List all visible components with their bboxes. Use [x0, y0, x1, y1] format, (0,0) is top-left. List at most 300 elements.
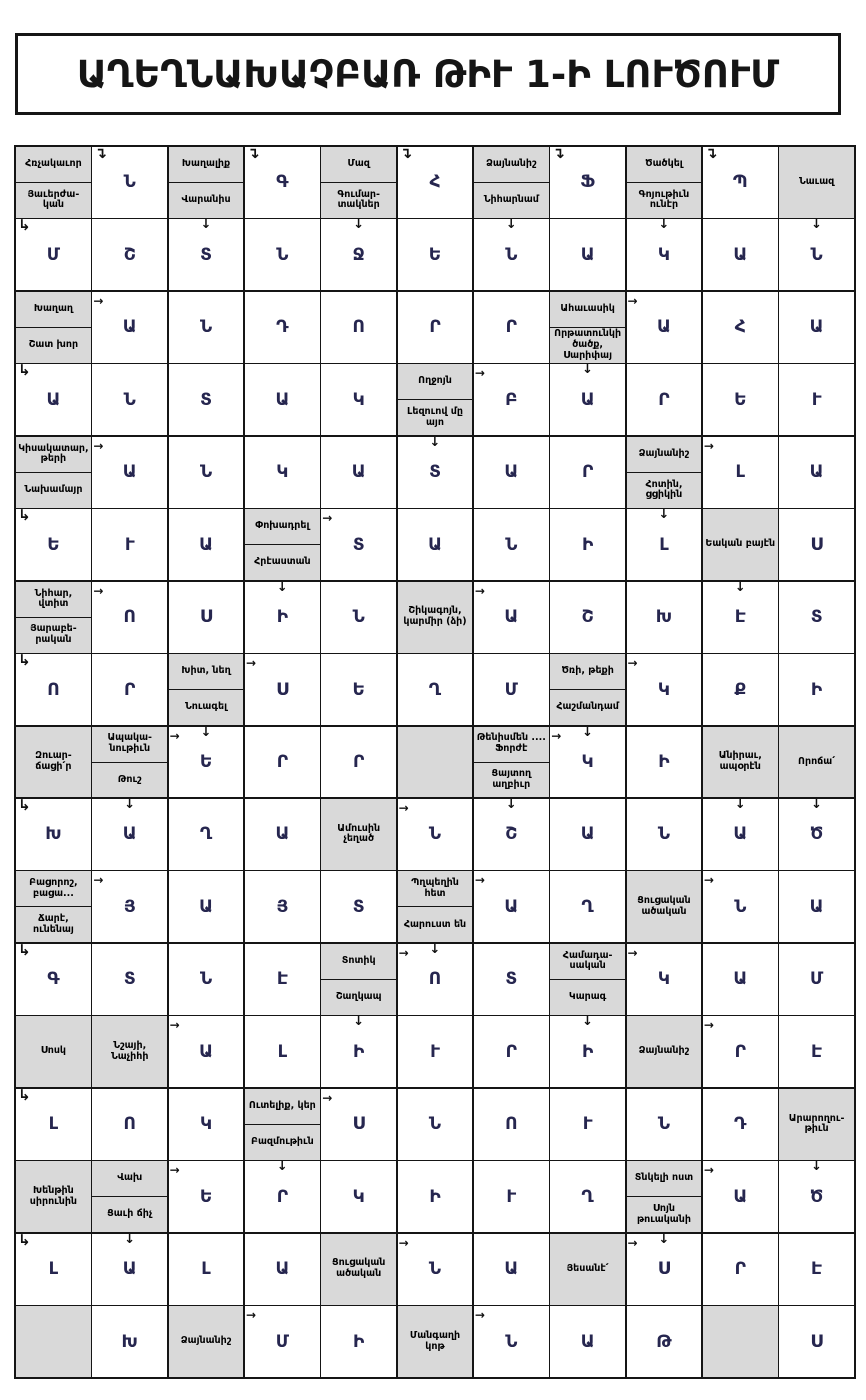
letter-cell-r13c6 — [398, 1016, 473, 1087]
solution-letter: Ա — [122, 1259, 137, 1280]
solution-letter: Բ — [505, 389, 518, 410]
letter-cell-r12c9 — [627, 944, 702, 1015]
letter-cell-r12c2 — [92, 944, 167, 1015]
clue-text: Ցուցական ածական — [637, 895, 691, 917]
letter-cell-r10c8 — [550, 799, 625, 870]
letter-cell-r5c10 — [703, 437, 778, 508]
clue-text: Յաւերժա-կան — [27, 188, 80, 211]
solution-letter: Ա — [122, 824, 137, 845]
solution-letter: Ն — [428, 824, 442, 845]
arrow-rt-icon: → — [398, 800, 409, 815]
clue-text: Բացորոշ, բացա... — [16, 871, 91, 907]
letter-cell-r15c11 — [779, 1161, 854, 1232]
solution-letter: Է — [811, 1041, 823, 1062]
letter-cell-r15c3 — [169, 1161, 244, 1232]
clue-text: Խաղաղ — [16, 292, 91, 328]
clue-cell-r1c7 — [474, 147, 549, 218]
clue-text: Նուագել — [184, 701, 228, 713]
clue-text: Ձայնանիշ — [180, 1335, 232, 1347]
arrow-rt-icon: → — [322, 511, 333, 526]
solution-letter: Տ — [123, 969, 136, 990]
arrow-dn-icon: ↓ — [200, 219, 212, 233]
arrow-rt-icon: → — [627, 656, 638, 671]
letter-cell-r1c4 — [245, 147, 320, 218]
letter-cell-r5c11 — [779, 437, 854, 508]
letter-cell-r11c5 — [321, 871, 396, 942]
solution-letter: Յ — [276, 896, 289, 917]
letter-cell-r7c7 — [474, 582, 549, 653]
arrow-rt-icon: → — [703, 873, 714, 888]
clue-cell-r9c11 — [779, 727, 854, 798]
clue-text: Համադա-սական — [550, 944, 625, 980]
solution-letter: Շ — [581, 607, 594, 628]
letter-cell-r14c6 — [398, 1089, 473, 1160]
solution-letter: Ր — [429, 317, 441, 338]
solution-letter: Ւ — [582, 1114, 593, 1135]
solution-letter: Խ — [655, 607, 673, 628]
clue-text: Թուշ — [117, 773, 142, 785]
solution-letter: Ք — [734, 679, 747, 700]
letter-cell-r14c7 — [474, 1089, 549, 1160]
letter-cell-r14c10 — [703, 1089, 778, 1160]
letter-cell-r16c10 — [703, 1234, 778, 1305]
letter-cell-r7c8 — [550, 582, 625, 653]
solution-letter: Ա — [809, 317, 824, 338]
arrow-rt-icon: → — [322, 1090, 333, 1105]
clue-text: Հոտին, ցցիկին — [645, 478, 683, 501]
letter-cell-r16c9 — [627, 1234, 702, 1305]
solution-letter: Ա — [199, 534, 213, 555]
letter-cell-r10c2 — [92, 799, 167, 870]
solution-letter: Ա — [504, 607, 519, 628]
solution-letter: Ա — [580, 1331, 595, 1352]
solution-letter: Ա — [504, 1259, 519, 1280]
letter-cell-r13c10 — [703, 1016, 778, 1087]
clue-text: Ցայտող աղբիւր — [491, 768, 532, 790]
arrow-el-icon: ↳ — [18, 1233, 31, 1249]
solution-letter: Ր — [505, 1041, 517, 1062]
letter-cell-r16c7 — [474, 1234, 549, 1305]
solution-letter: Ա — [733, 244, 748, 265]
clue-cell-r9c2 — [92, 727, 167, 798]
solution-letter: Ա — [733, 824, 748, 845]
clue-cell-r10c5 — [321, 799, 396, 870]
solution-letter: Ո — [505, 1114, 518, 1135]
solution-letter: Ւ — [506, 1186, 517, 1207]
letter-cell-r13c5 — [321, 1016, 396, 1087]
clue-text: Կարագ — [568, 990, 607, 1002]
solution-letter: Ն — [505, 1331, 518, 1352]
solution-letter: Ա — [504, 462, 519, 483]
clue-cell-r17c3 — [169, 1306, 244, 1377]
solution-letter: Ս — [810, 1331, 823, 1352]
solution-letter: Տ — [200, 389, 212, 410]
letter-cell-r2c7 — [474, 219, 549, 290]
letter-cell-r11c4 — [245, 871, 320, 942]
letter-cell-r13c11 — [779, 1016, 854, 1087]
letter-cell-r6c1 — [16, 509, 91, 580]
letter-cell-r5c4 — [245, 437, 320, 508]
clue-cell-r1c1 — [16, 147, 91, 218]
clue-text: Լեզուով մը այո — [407, 406, 463, 428]
solution-letter: Ո — [352, 317, 365, 338]
arrow-el-icon: ↳ — [18, 943, 31, 959]
letter-cell-r3c3 — [169, 292, 244, 363]
letter-cell-r8c5 — [321, 654, 396, 725]
letter-cell-r6c3 — [169, 509, 244, 580]
solution-letter: Ն — [657, 824, 671, 845]
solution-letter: Լ — [48, 1114, 59, 1135]
letter-cell-r4c1 — [16, 364, 91, 435]
solution-letter: Կ — [352, 389, 365, 410]
solution-letter: Հ — [429, 172, 441, 193]
clue-cell-r13c2 — [92, 1016, 167, 1087]
clue-text: Շաղկապ — [335, 990, 382, 1002]
letter-cell-r17c9 — [627, 1306, 702, 1377]
solution-letter: Ա — [809, 896, 824, 917]
letter-cell-r14c1 — [16, 1089, 91, 1160]
solution-letter: Ֆ — [580, 172, 595, 193]
solution-letter: Ե — [734, 389, 747, 410]
clue-text: Թենիսմեն .... Ֆորժէ — [474, 727, 549, 763]
clue-cell-r7c1 — [16, 582, 91, 653]
solution-letter: Ն — [810, 244, 823, 265]
letter-cell-r2c2 — [92, 219, 167, 290]
letter-cell-r16c3 — [169, 1234, 244, 1305]
letter-cell-r3c5 — [321, 292, 396, 363]
clue-text: Վախ — [92, 1161, 167, 1197]
letter-cell-r6c9 — [627, 509, 702, 580]
clue-cell-r3c8 — [550, 292, 625, 363]
clue-cell-r4c6 — [398, 364, 473, 435]
letter-cell-r11c7 — [474, 871, 549, 942]
arrow-rt-icon: → — [551, 728, 562, 743]
arrow-rt-icon: → — [474, 873, 485, 888]
clue-text: Ուտելիք, կեր — [245, 1089, 320, 1125]
solution-letter: Դ — [276, 317, 289, 338]
clue-cell-r9c10 — [703, 727, 778, 798]
letter-cell-r17c8 — [550, 1306, 625, 1377]
letter-cell-r2c3 — [169, 219, 244, 290]
arrow-rt-icon: → — [93, 873, 104, 888]
arrow-dn-icon: ↓ — [276, 1161, 288, 1175]
solution-letter: Ն — [428, 1259, 442, 1280]
solution-letter: Կ — [352, 1186, 365, 1207]
letter-cell-r10c10 — [703, 799, 778, 870]
letter-cell-r10c3 — [169, 799, 244, 870]
letter-cell-r6c7 — [474, 509, 549, 580]
letter-cell-r8c6 — [398, 654, 473, 725]
solution-letter: Տ — [352, 896, 365, 917]
clue-cell-r12c5 — [321, 944, 396, 1015]
arrow-dn-icon: ↓ — [582, 1016, 594, 1030]
solution-letter: Ն — [428, 1114, 442, 1135]
solution-letter: Ջ — [352, 244, 365, 265]
arrow-rt-icon: → — [169, 728, 180, 743]
letter-cell-r7c11 — [779, 582, 854, 653]
clue-cell-r13c1 — [16, 1016, 91, 1087]
solution-letter: Ղ — [581, 896, 594, 917]
clue-text: Խենթին սիրունին — [29, 1185, 78, 1207]
clue-cell-r15c1 — [16, 1161, 91, 1232]
arrow-ed-icon: ↴ — [399, 147, 413, 162]
letter-cell-r1c8 — [550, 147, 625, 218]
letter-cell-r4c3 — [169, 364, 244, 435]
solution-letter: Ա — [733, 969, 748, 990]
solution-letter: Յ — [123, 896, 136, 917]
letter-cell-r13c8 — [550, 1016, 625, 1087]
letter-cell-r3c11 — [779, 292, 854, 363]
arrow-rt-icon: → — [703, 438, 714, 453]
letter-cell-r15c7 — [474, 1161, 549, 1232]
clue-text: Ցուցական ածական — [331, 1257, 386, 1280]
clue-text: Ճարէ, ունենայ — [33, 913, 74, 935]
letter-cell-r10c11 — [779, 799, 854, 870]
arrow-dn-icon: ↓ — [811, 798, 823, 812]
solution-letter: Ո — [123, 607, 136, 628]
page-title-text: ԱՂԵՂՆԱԽԱՉԲԱՌ ԹԻՒ 1-Ի ԼՈՒԾՈՒՄ — [76, 52, 780, 96]
letter-cell-r14c3 — [169, 1089, 244, 1160]
letter-cell-r16c1 — [16, 1234, 91, 1305]
clue-text: Ծածկել — [627, 147, 702, 183]
solution-letter: Ս — [276, 679, 289, 700]
solution-letter: Ն — [505, 244, 518, 265]
letter-cell-r9c9 — [627, 727, 702, 798]
letter-cell-r8c2 — [92, 654, 167, 725]
solution-letter: Պ — [732, 172, 748, 193]
solution-letter: Ի — [276, 607, 289, 628]
solution-letter: Ա — [580, 244, 595, 265]
clue-cell-r6c4 — [245, 509, 320, 580]
arrow-dn-icon: ↓ — [353, 1016, 365, 1030]
solution-letter: Մ — [275, 1331, 289, 1352]
clue-cell-r12c8 — [550, 944, 625, 1015]
solution-letter: Ն — [199, 462, 213, 483]
solution-letter: Ա — [657, 317, 671, 338]
solution-letter: Ա — [275, 389, 290, 410]
solution-letter: Ն — [199, 317, 213, 338]
letter-cell-r6c6 — [398, 509, 473, 580]
solution-letter: Մ — [809, 969, 824, 990]
clue-cell-r1c5 — [321, 147, 396, 218]
arrow-rt-icon: → — [169, 1018, 180, 1033]
solution-letter: Ս — [657, 1259, 671, 1280]
solution-letter: Ր — [734, 1041, 746, 1062]
clue-text: Հռչակաւոր — [16, 147, 91, 183]
solution-letter: Շ — [123, 244, 136, 265]
clue-cell-r17c6 — [398, 1306, 473, 1377]
letter-cell-r7c3 — [169, 582, 244, 653]
solution-letter: Ր — [276, 1186, 289, 1207]
letter-cell-r5c6 — [398, 437, 473, 508]
arrow-rt-icon: → — [93, 293, 104, 308]
clue-text: Հաշմանդամ — [556, 701, 619, 713]
clue-text: Յեսանէ՛ — [566, 1262, 609, 1274]
arrow-el-icon: ↳ — [18, 509, 31, 525]
clue-text: Ապակա-նութիւն — [92, 727, 167, 763]
clue-text: Սոյն թուականի — [636, 1203, 691, 1225]
solution-letter: Կ — [657, 969, 671, 990]
letter-cell-r2c6 — [398, 219, 473, 290]
letter-cell-r2c10 — [703, 219, 778, 290]
letter-cell-r11c2 — [92, 871, 167, 942]
letter-cell-r16c11 — [779, 1234, 854, 1305]
letter-cell-r10c6 — [398, 799, 473, 870]
arrow-dn-icon: ↓ — [658, 219, 670, 233]
solution-letter: Ա — [46, 389, 61, 410]
arrow-rt-icon: → — [245, 1308, 257, 1323]
letter-cell-r14c8 — [550, 1089, 625, 1160]
clue-text: Նիհարնամ — [483, 194, 539, 206]
clue-text: Մանգաղի կոթ — [409, 1329, 461, 1352]
solution-letter: Ր — [505, 317, 517, 338]
clue-text: Սոսկ — [40, 1045, 67, 1057]
solution-letter: Ր — [734, 1259, 746, 1280]
letter-cell-r17c11 — [779, 1306, 854, 1377]
letter-cell-r6c11 — [779, 509, 854, 580]
letter-cell-r4c10 — [703, 364, 778, 435]
letter-cell-r17c7 — [474, 1306, 549, 1377]
solution-letter: Ն — [199, 969, 213, 990]
clue-text: Նաւազ — [798, 176, 835, 188]
letter-cell-r3c2 — [92, 292, 167, 363]
letter-cell-r10c4 — [245, 799, 320, 870]
arrow-dn-icon: ↓ — [276, 581, 288, 595]
arrow-dn-icon: ↓ — [734, 798, 746, 812]
arrow-dn-icon: ↓ — [353, 219, 365, 233]
arrow-dn-icon: ↓ — [658, 1233, 670, 1247]
letter-cell-r7c4 — [245, 582, 320, 653]
letter-cell-r4c2 — [92, 364, 167, 435]
letter-cell-r12c6 — [398, 944, 473, 1015]
letter-cell-r14c9 — [627, 1089, 702, 1160]
solution-letter: Ր — [124, 679, 136, 700]
letter-cell-r9c4 — [245, 727, 320, 798]
clue-cell-r6c10 — [703, 509, 778, 580]
solution-letter: Լ — [48, 1259, 59, 1280]
solution-letter: Խ — [121, 1331, 138, 1352]
letter-cell-r8c7 — [474, 654, 549, 725]
arrow-rt-icon: → — [474, 583, 485, 598]
clue-text: Ձայնանիշ — [474, 147, 549, 183]
solution-letter: Մ — [46, 244, 61, 265]
solution-letter: Ա — [122, 317, 137, 338]
clue-cell-r9c7 — [474, 727, 549, 798]
solution-letter: Ա — [580, 824, 595, 845]
clue-text: Գոյութիւն ունէր — [638, 188, 690, 211]
solution-letter: Ա — [351, 462, 366, 483]
clue-cell-r3c1 — [16, 292, 91, 363]
solution-letter: Տ — [429, 462, 441, 483]
solution-letter: Ե — [199, 1186, 213, 1207]
letter-cell-r8c1 — [16, 654, 91, 725]
arrow-rt-icon: → — [627, 1235, 638, 1250]
arrow-rt-icon: → — [245, 656, 257, 671]
clue-cell-r1c9 — [627, 147, 702, 218]
solution-letter: Ր — [658, 389, 670, 410]
letter-cell-r15c4 — [245, 1161, 320, 1232]
letter-cell-r3c7 — [474, 292, 549, 363]
solution-letter: Ղ — [428, 679, 442, 700]
solution-letter: Ա — [809, 462, 824, 483]
clue-text: Հարուստ են — [403, 918, 467, 930]
letter-cell-r7c10 — [703, 582, 778, 653]
solution-letter: Ծ — [809, 824, 824, 845]
solution-letter: Կ — [199, 1114, 213, 1135]
solution-letter: Գ — [47, 969, 60, 990]
letter-cell-r5c5 — [321, 437, 396, 508]
arrow-el-icon: ↳ — [18, 219, 31, 235]
clue-text: Պղպեղին հետ — [398, 871, 473, 907]
letter-cell-r13c4 — [245, 1016, 320, 1087]
letter-cell-r3c9 — [627, 292, 702, 363]
solution-letter: Ն — [657, 1114, 671, 1135]
letter-cell-r2c11 — [779, 219, 854, 290]
arrow-dn-icon: ↓ — [429, 436, 441, 450]
clue-text: Գումար-տակներ — [337, 188, 380, 211]
solution-letter: Ի — [353, 1041, 365, 1062]
blank-cell — [16, 1306, 91, 1377]
letter-cell-r13c3 — [169, 1016, 244, 1087]
arrow-ed-icon: ↴ — [704, 147, 718, 162]
solution-letter: Թ — [656, 1331, 672, 1352]
arrow-dn-icon: ↓ — [200, 726, 212, 740]
solution-letter: Ա — [428, 534, 442, 555]
solution-letter: Ն — [123, 172, 136, 193]
letter-cell-r4c5 — [321, 364, 396, 435]
solution-letter: Ո — [428, 969, 442, 990]
letter-cell-r3c4 — [245, 292, 320, 363]
clue-cell-r15c9 — [627, 1161, 702, 1232]
solution-letter: Ղ — [199, 824, 213, 845]
letter-cell-r2c8 — [550, 219, 625, 290]
solution-letter: Ա — [199, 896, 213, 917]
arrow-el-icon: ↳ — [18, 1088, 31, 1104]
letter-cell-r16c2 — [92, 1234, 167, 1305]
clue-text: Ամուսին չեղած — [337, 822, 381, 845]
clue-text: Նախամայր — [24, 483, 83, 495]
arrow-dn-icon: ↓ — [124, 1233, 136, 1247]
arrow-dn-icon: ↓ — [582, 364, 594, 378]
solution-letter: Ն — [505, 534, 518, 555]
solution-letter: Ծ — [809, 1186, 824, 1207]
letter-cell-r17c4 — [245, 1306, 320, 1377]
arrow-el-icon: ↳ — [18, 798, 31, 814]
solution-letter: Ր — [353, 751, 365, 772]
letter-cell-r14c2 — [92, 1089, 167, 1160]
clue-text: Բազմութիւն — [251, 1135, 314, 1147]
solution-letter: Լ — [735, 462, 745, 483]
clue-text: Կիսակատար, թերի — [16, 437, 91, 473]
letter-cell-r1c2 — [92, 147, 167, 218]
solution-letter: Կ — [276, 462, 289, 483]
arrow-rt-icon: → — [93, 438, 104, 453]
clue-text: Եական բայէն — [705, 538, 776, 550]
letter-cell-r2c4 — [245, 219, 320, 290]
letter-cell-r6c8 — [550, 509, 625, 580]
arrow-dn-icon: ↓ — [811, 219, 823, 233]
clue-text: Ողջոյն — [398, 364, 473, 400]
clue-text: Փոխադրել — [245, 509, 320, 545]
solution-letter: Ն — [276, 244, 289, 265]
letter-cell-r10c9 — [627, 799, 702, 870]
clue-text: Որթատունկի ծածք, Սարիփայ — [554, 328, 622, 361]
solution-letter: Ե — [199, 751, 213, 772]
clue-text: Հրէաստան — [254, 556, 311, 568]
letter-cell-r16c6 — [398, 1234, 473, 1305]
solution-letter: Լ — [277, 1041, 288, 1062]
arrow-rt-icon: → — [169, 1163, 180, 1178]
